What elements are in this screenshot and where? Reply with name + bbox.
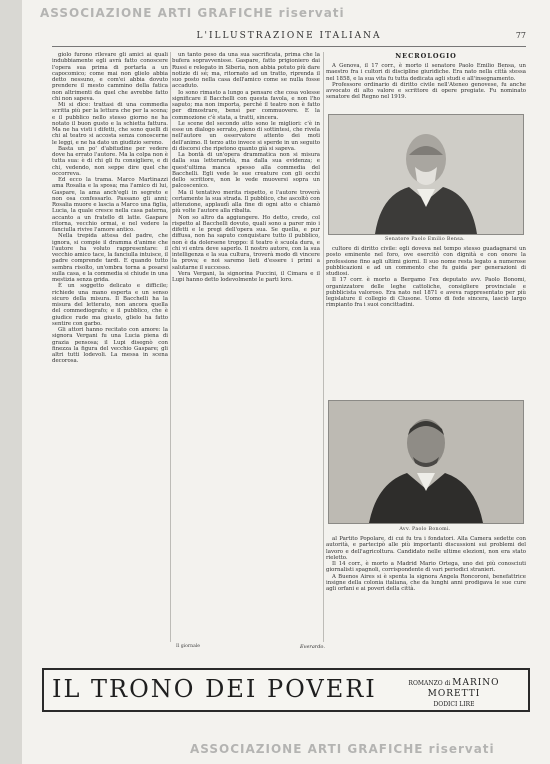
column-footnote: Il giornale [176, 644, 201, 649]
watermark-top: ASSOCIAZIONE ARTI GRAFICHE riservati [40, 6, 345, 20]
binding-edge [0, 0, 22, 764]
article-column-middle [172, 52, 320, 642]
paragraph: cultore di diritto civile: egli doveva nel tempo stesso guadagnarsi un posto eminente nel foro, ove esercitò con dignità e con onore la professione fino agli ultimi giorni. Il suo nome resta legato a numerose pubblicazioni e ad un commento che fu guida per generazioni di studiosi. [326, 246, 526, 277]
paragraph: Basta un po' d'abitudine per vedere dove ha errato l'autore. Ma la colpa non è tutta sua: è di chi gli fu consigliere, e di chi, vedendo, non seppe dire quel che occorreva. [52, 145, 168, 177]
portrait-caption-bensa: Senatore Paolo Emilio Bensa. [384, 237, 466, 242]
novel-author: MARINO MORETTI [427, 678, 500, 699]
paragraph: Ed ecco la trama. Marco Martinazzi ama Rosalia e la sposa; ma l'amico di lui, Gaspare, la ama anch'egli in segreto e non osa confessarlo. Passano gli anni; Rosalia muore e lascia a Marco una figlia, Lucia, la quale cresce nella casa paterna, accanto a un fratello di latte. Gaspare ritorna, vecchio ormai, e nel vedere la fanciulla rivive l'amore antico. [52, 177, 168, 233]
paragraph: A Genova, il 17 corr., è morto il senatore Paolo Emilio Bensa, un maestro fra i cultori di discipline giuridiche. Era nato nella città stessa nel 1858, e la sua vita fu tutta dedicata agli studi e all'insegnamento. [326, 63, 526, 82]
paragraph: Il 14 corr., è morto a Madrid Mario Ortega, uno dei più conosciuti giornalisti spagnoli, corrispondente di vari periodici stranieri. [326, 561, 526, 574]
paragraph: Le scene del secondo atto sono le migliori: c'è in esse un dialogo serrato, pieno di sottintesi, che rivela nell'autore un osservatore attento dei moti dell'animo. Il terzo atto invece si sperde in un seguito di discorsi che ripetono quanto già si sapeva. [172, 120, 320, 152]
paragraph: Il 17 corr. è morto a Bergamo l'ex deputato avv. Paolo Bonomi, organizzatore delle leghe cattoliche, consigliere provinciale e pubblicista valoroso. Era nato nel 1871 e aveva rappresentato per più legislature il collegio di Clusone. Uomo di fede sincera, lasciò largo rimpianto fra i suoi concittadini. [326, 277, 526, 309]
paragraph: un tanto peso da una sua sacrificata, prima che la bufera sopravvenisse. Gaspare, fatto prigioniero dai Russi e relegato in Siberia, non abbia potuto più dare notizie di sé; ma, ritornato ad un tratto, riprenda il suo posto nella casa dell'amico come se nulla fosse accaduto. [172, 52, 320, 90]
necrologio-column-continued [326, 246, 526, 396]
article-signature: Everardo. [300, 644, 325, 650]
portrait-caption-bonomi: Avv. Paolo Bonomi. [399, 527, 451, 532]
novel-title: IL TRONO DEI POVERI [52, 675, 377, 703]
necrologio-column-end [326, 536, 526, 640]
paragraph: Mi si dice: trattasi di una commedia scritta più per la lettura che per la scena; e il pubblico nello stesso giorno ne ha notato il buon gusto e la schietta fattura. Ma ne ha visti i difetti, che sono quelli di chi al teatro si accosta senza conoscerne le leggi, e ne ha dato un giudizio sereno. [52, 102, 168, 146]
paragraph: Non so altro da aggiungere. Ho detto, credo, col rispetto al Bacchelli dovuto, quali sono a parer mio i difetti e le pregi dell'opera sua. Se quella, e pur diffusa, non ha saputo conquistare tutto il pubblico, non è da dolersene troppo: il teatro è scuola dura, e chi vi entra deve saperlo. Il nostro autore, con la sua intelligenza e la sua cultura, troverà modo di vincere la prova; e noi saremo lieti d'essere i primi a salutarne il successo. [172, 214, 320, 271]
magazine-title: L'ILLUSTRAZIONE ITALIANA [196, 31, 382, 41]
paragraph: È un soggetto delicato e difficile; richiede una mano esperta e un senso sicuro della misura. Il Bacchelli ha la misura del letterato, non ancora quella del commediografo; e il pubblico, che è giudice rude ma giusto, glielo ha fatto sentire con garbo. [52, 283, 168, 327]
page-header [52, 30, 526, 47]
necrologio-column [326, 52, 526, 112]
watermark-bottom: ASSOCIAZIONE ARTI GRAFICHE riservati [190, 742, 495, 756]
portrait-bensa-illustration [329, 115, 523, 234]
novel-byline [390, 678, 518, 710]
paragraph: Vera Vergani, la signorina Puccini, il Cimara e il Lupi hanno detto lodevolmente le parti loro. [172, 270, 320, 283]
novel-advertisement-banner [42, 668, 530, 712]
paragraph: La bontà di un'opera drammatica non si misura dalla sua letterarietà, ma dalla sua evidenza; e quest'ultima manca spesso alla commedia del Bacchelli. Egli vede le sue creature con gli occhi dello scrittore, non le vede muoversi sopra un palcoscenico. [172, 152, 320, 190]
portrait-photo-bensa [328, 114, 524, 235]
necrologio-heading: NECROLOGIO [395, 52, 457, 60]
paragraph: giolo furono rilevare gli amici ai quali indubbiamente egli avrà fatto conoscere l'opera sua prima di portarla a un capocomico; come mai non glielo abbia detto nessuno, e com'ei abbia dovuto prendere il mesto cammino della fatica non altrimenti da quel che avrebbe fatto chi non sapeva. [52, 52, 168, 102]
paragraph: A Buenos Aires si è spenta la signora Angela Roncoroni, benefattrice insigne della colonia italiana, che da lunghi anni prodigava le sue cure agli orfani e ai poveri della città. [326, 573, 526, 592]
column-divider [323, 52, 324, 642]
novel-price: DODICI LIRE [433, 701, 475, 708]
portrait-bonomi-illustration [329, 401, 523, 523]
page-number: 77 [515, 31, 526, 40]
paragraph: Ma il tentativo merita rispetto, e l'autore troverà certamente la sua strada. Il pubblico, che ascoltò con attenzione, applaudì alla fine di ogni atto e chiamò più volte l'autore alla ribalta. [172, 189, 320, 215]
paragraph: Professore ordinario di diritto civile nell'Ateneo genovese, fu anche avvocato di alto valore e scrittore di opere pregiate. Fu nominato senatore del Regno nel 1919. [326, 81, 526, 101]
portrait-photo-bonomi [328, 400, 524, 524]
paragraph: Nella trepida attesa del padre, che ignora, si compie il dramma d'anime che l'autore ha voluto rappresentare: il vecchio amico tace, la fanciulla intuisce, il padre comprende tardi. E quando tutto sembra risolto, un'ombra torna a posarsi sulla casa, e la commedia si chiude in una mestizia senza grida. [52, 233, 168, 283]
paragraph: Gli attori hanno recitato con amore: la signora Vergani fu una Lucia piena di grazia pensosa; il Lupi disegnò con finezza la figura del vecchio Gaspare; gli altri tutti lodevoli. La messa in scena decorosa. [52, 327, 168, 365]
novel-kind: ROMANZO di [408, 680, 451, 687]
paragraph: al Partito Popolare, di cui fu tra i fondatori. Alla Camera sedette con autorità, e partecipò alle più importanti discussioni sui problemi del lavoro e dell'agricoltura. Candidato nelle ultime elezioni, non era stato rieletto. [326, 536, 526, 561]
paragraph: Io sono rimasto a lungo a pensare che cosa volesse significare il Bacchelli con questa favola, e non l'ho saputo; ma non importa, perché il teatro non è fatto per dimostrare, bensì per commuovere. E la commozione c'è stata, a tratti, sincera. [172, 89, 320, 121]
column-divider [170, 52, 171, 642]
article-column-left [52, 52, 168, 642]
